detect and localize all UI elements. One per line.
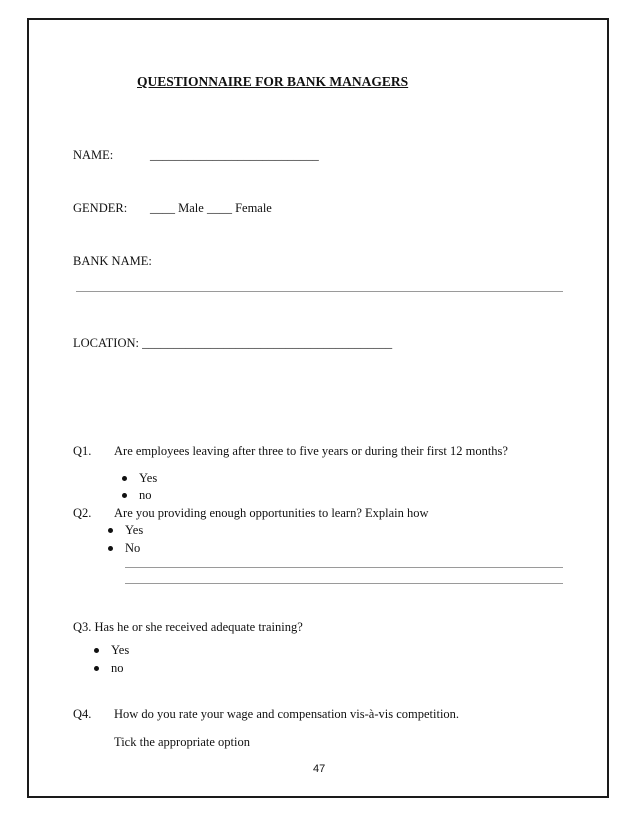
question-1-number: Q1.: [73, 444, 92, 458]
question-2-text: Are you providing enough opportunities to learn? Explain how: [114, 506, 429, 520]
question-3-number: Q3.: [73, 620, 92, 634]
q1-option-yes[interactable]: Yes: [122, 471, 157, 485]
q1-option-no[interactable]: no: [122, 488, 152, 502]
question-2-number: Q2.: [73, 506, 92, 520]
q2-answer-line-2[interactable]: [125, 583, 563, 584]
q2-option-no[interactable]: No: [108, 541, 140, 555]
question-3-text: Has he or she received adequate training?: [94, 620, 303, 634]
bullet-icon: [122, 493, 127, 498]
bullet-icon: [108, 546, 113, 551]
female-blank[interactable]: ____: [206, 201, 232, 215]
page-number: 47: [313, 763, 326, 775]
q3-option-no[interactable]: no: [94, 661, 124, 675]
page-title: QUESTIONNAIRE FOR BANK MANAGERS: [137, 74, 409, 89]
name-label: NAME:: [73, 148, 114, 162]
bullet-icon: [94, 648, 99, 653]
q2-option-yes[interactable]: Yes: [108, 523, 143, 537]
bullet-icon: [94, 666, 99, 671]
question-1-text: Are employees leaving after three to five years or during their first 12 months?: [114, 444, 508, 458]
female-label: Female: [235, 201, 272, 215]
q3-option-yes[interactable]: Yes: [94, 643, 129, 657]
male-label: Male: [178, 201, 204, 215]
q2-answer-line-1[interactable]: [125, 567, 563, 568]
bank-name-label: BANK NAME:: [73, 254, 152, 268]
gender-options: [150, 201, 272, 215]
question-4-subtext: Tick the appropriate option: [114, 735, 250, 749]
question-3: [73, 620, 303, 634]
question-4-text: How do you rate your wage and compensation vis-à-vis competition.: [114, 707, 460, 721]
question-4-number: Q4.: [73, 707, 92, 721]
location-field[interactable]: ________________________________________: [142, 336, 393, 350]
male-blank[interactable]: ____: [150, 201, 175, 215]
page-border: [27, 18, 609, 798]
bullet-icon: [122, 476, 127, 481]
name-field[interactable]: ___________________________: [150, 148, 319, 162]
gender-label: GENDER:: [73, 201, 128, 215]
bank-name-line[interactable]: [76, 291, 563, 292]
bullet-icon: [108, 528, 113, 533]
location-label: LOCATION: ________________________________________: [73, 336, 393, 350]
